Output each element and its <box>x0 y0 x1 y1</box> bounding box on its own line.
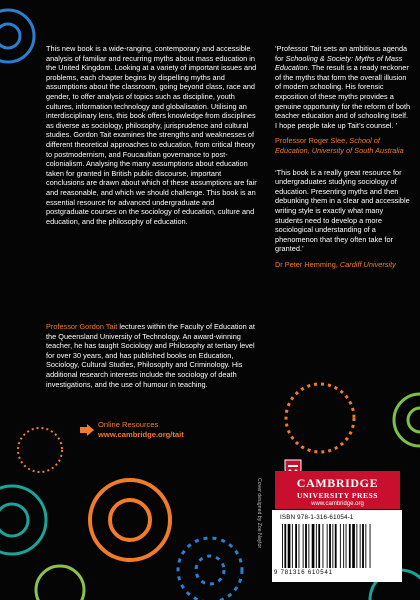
green-gear-icon <box>394 394 420 446</box>
online-resources-link[interactable]: www.cambridge.org/tait <box>98 430 184 439</box>
quote-1-text-start: ‘Professor Tait sets an ambitious agenda for <box>275 44 408 63</box>
online-resources-label: Online Resources <box>98 420 159 429</box>
quote-1-text-end: . The result is a ready reckoner of the myths that form the overall illusion of modern schooling. His forensic exposition of these myths provides a genuine opportunity for the reform of both teacher education and of schooling itself. I hope people take up Tait’s counsel. ’ <box>275 63 411 130</box>
barcode-panel <box>272 510 402 582</box>
review-quote-2 <box>275 168 411 270</box>
blue-gear-icon <box>0 10 34 62</box>
orange-wheel-icon <box>18 428 62 472</box>
review-quote-1 <box>275 44 411 156</box>
blue-dotted-gear-icon <box>178 538 242 600</box>
cover-designer-credit: Cover designed by Zoe Naylor <box>256 478 262 549</box>
online-resources <box>98 420 184 440</box>
barcode-icon <box>280 524 394 568</box>
publisher-subname: UNIVERSITY PRESS <box>297 491 378 500</box>
arrow-right-icon <box>80 424 94 436</box>
book-description: This new book is a wide-ranging, contemporary and accessible analysis of familiar and recurring myths about mass education in the United Kingdom. Looking at a variety of important issues and problems, each chapter begins by dispelling myths and assumptions about the classroom, going beyond class, race and gender, to offer analysis of topics such as discipline, youth cultures, information technology and globalisation. Utilising an interdisciplinary lens, this book offers knowledge from disciplines as diverse as sociology, philosophy, jurisprudence and cultural studies. Gordon Tait examines the strengths and weaknesses of different theoretical approaches to education, from critical theory to postmodernism, and Foucaultian governance to post-colonialism. Analysing the many assumptions about education taken for granted in British public discourse, important conclusions are drawn about which of these assumptions are fair and reasonable, and which we should challenge. This book is an essential resource for advanced undergraduate and postgraduate courses on the sociology of education, culture and education, and the philosophy of education. <box>46 44 257 226</box>
quote-2-text: ‘This book is a really great resource for undergraduates studying sociology of education. Presenting myths and then debunking them in a clear and accessible writing style is exactly what many students need to develop a more sociological understanding of a phenomenon that they often take for granted.’ <box>275 167 410 254</box>
quote-1-attribution-affiliation: School of Education, University of South Australia <box>275 136 404 155</box>
author-bio <box>46 322 258 389</box>
quote-1-attribution-name: Professor Roger Slee, <box>275 136 350 146</box>
quote-2-attribution-name: Dr Peter Hemming, <box>275 259 340 269</box>
barcode-digits: 9 781316 610541 <box>274 570 333 576</box>
review-quotes <box>275 44 411 269</box>
publisher-name: CAMBRIDGE <box>296 476 379 490</box>
orange-dotted-gear-icon <box>286 384 354 452</box>
teal-gear-icon <box>0 486 84 600</box>
author-name: Professor Gordon Tait <box>46 322 118 331</box>
orange-gear-icon <box>90 480 170 560</box>
author-bio-text: lectures within the Faculty of Education at the Queensland University of Technology. An award-winning teacher, he has taught Sociology and Philosophy at tertiary level for over 30 years, and has published books on Education, Sociology, Cultural Studies, Philosophy and Criminology. His additional research interests include the sociology of death investigations, and the use of humour in teaching. <box>46 322 255 389</box>
isbn-text: ISBN 978-1-316-61054-1 <box>280 514 354 521</box>
quote-1-book-title: Schooling & Society: Myths of Mass Education <box>275 53 403 73</box>
quote-1-attribution <box>275 136 411 155</box>
quote-2-attribution-affiliation: Cardiff University <box>339 259 396 269</box>
publisher-url[interactable]: www.cambridge.org <box>311 501 364 507</box>
cambridge-logo <box>275 471 400 509</box>
quote-2-attribution <box>275 260 411 270</box>
